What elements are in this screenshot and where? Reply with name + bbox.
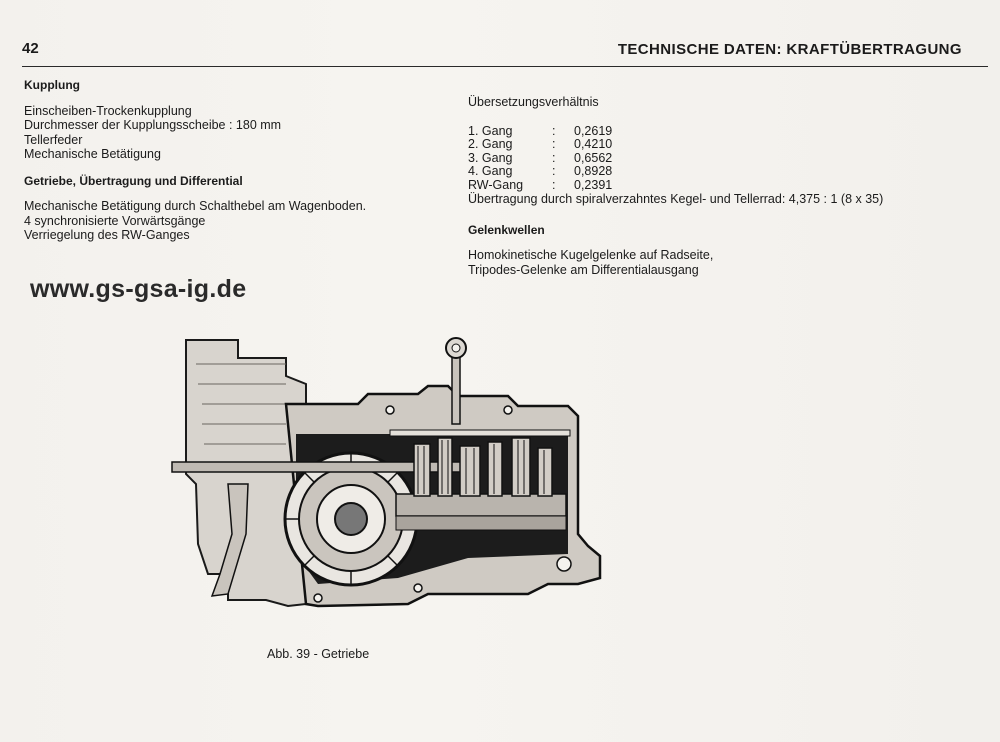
- gear-value: 0,2619: [574, 123, 613, 138]
- spec-line: 4 synchronisierte Vorwärtsgänge: [24, 213, 206, 228]
- spec-line: Einscheiben-Trockenkupplung: [24, 103, 192, 118]
- gear-value: 0,6562: [574, 150, 613, 165]
- gear-name: RW-Gang: [468, 177, 524, 192]
- page-title: TECHNISCHE DATEN: KRAFTÜBERTRAGUNG: [617, 41, 962, 58]
- spec-line: Mechanische Betätigung durch Schalthebel am Wagenboden.: [24, 199, 367, 213]
- gear-row: [468, 138, 988, 152]
- right-column: [468, 95, 988, 277]
- ratio-heading: Übersetzungsverhältnis: [468, 95, 599, 109]
- gear-row: [468, 125, 988, 139]
- left-column: [24, 78, 444, 243]
- gear-value: 0,8928: [574, 164, 613, 178]
- section-heading-gelenkwellen: Gelenkwellen: [468, 222, 545, 237]
- spec-line: Tellerfeder: [24, 132, 83, 147]
- gear-name: 1. Gang: [468, 123, 513, 138]
- spec-line: Tripodes-Gelenke am Differentialausgang: [468, 262, 699, 277]
- figure-caption: Abb. 39 - Getriebe: [267, 647, 370, 661]
- getriebe-specs: [24, 199, 444, 243]
- page-number: 42: [22, 40, 39, 57]
- gear-row: [468, 165, 988, 179]
- gear-separator: :: [552, 137, 556, 151]
- gear-separator: :: [552, 177, 556, 192]
- gear-row: [468, 152, 988, 166]
- spec-line: Verriegelung des RW-Ganges: [24, 228, 190, 242]
- gear-separator: :: [552, 123, 556, 138]
- spec-line: Mechanische Betätigung: [24, 147, 161, 161]
- gearbox-illustration: [168, 334, 602, 612]
- gear-value: 0,4210: [574, 137, 613, 151]
- gear-value: 0,2391: [574, 177, 613, 192]
- spec-line: Durchmesser der Kupplungsscheibe : 180 mm: [24, 118, 282, 132]
- gear-name: 3. Gang: [468, 150, 513, 165]
- section-heading-getriebe: Getriebe, Übertragung und Differential: [24, 173, 243, 188]
- gear-name: 4. Gang: [468, 164, 513, 178]
- final-drive-ratio: Übertragung durch spiralverzahntes Kegel- und Tellerrad: 4,375 : 1 (8 x 35): [468, 192, 884, 206]
- gear-name: 2. Gang: [468, 137, 513, 151]
- gear-separator: :: [552, 150, 556, 165]
- website-watermark: www.gs-gsa-ig.de: [30, 275, 247, 303]
- kupplung-specs: [24, 104, 444, 162]
- section-heading-kupplung: Kupplung: [24, 78, 80, 92]
- gear-ratio-table: [468, 125, 988, 193]
- spec-line: Homokinetische Kugelgelenke auf Radseite,: [468, 248, 714, 262]
- gear-separator: :: [552, 164, 556, 178]
- gear-row: [468, 179, 988, 193]
- header-divider: [22, 66, 988, 67]
